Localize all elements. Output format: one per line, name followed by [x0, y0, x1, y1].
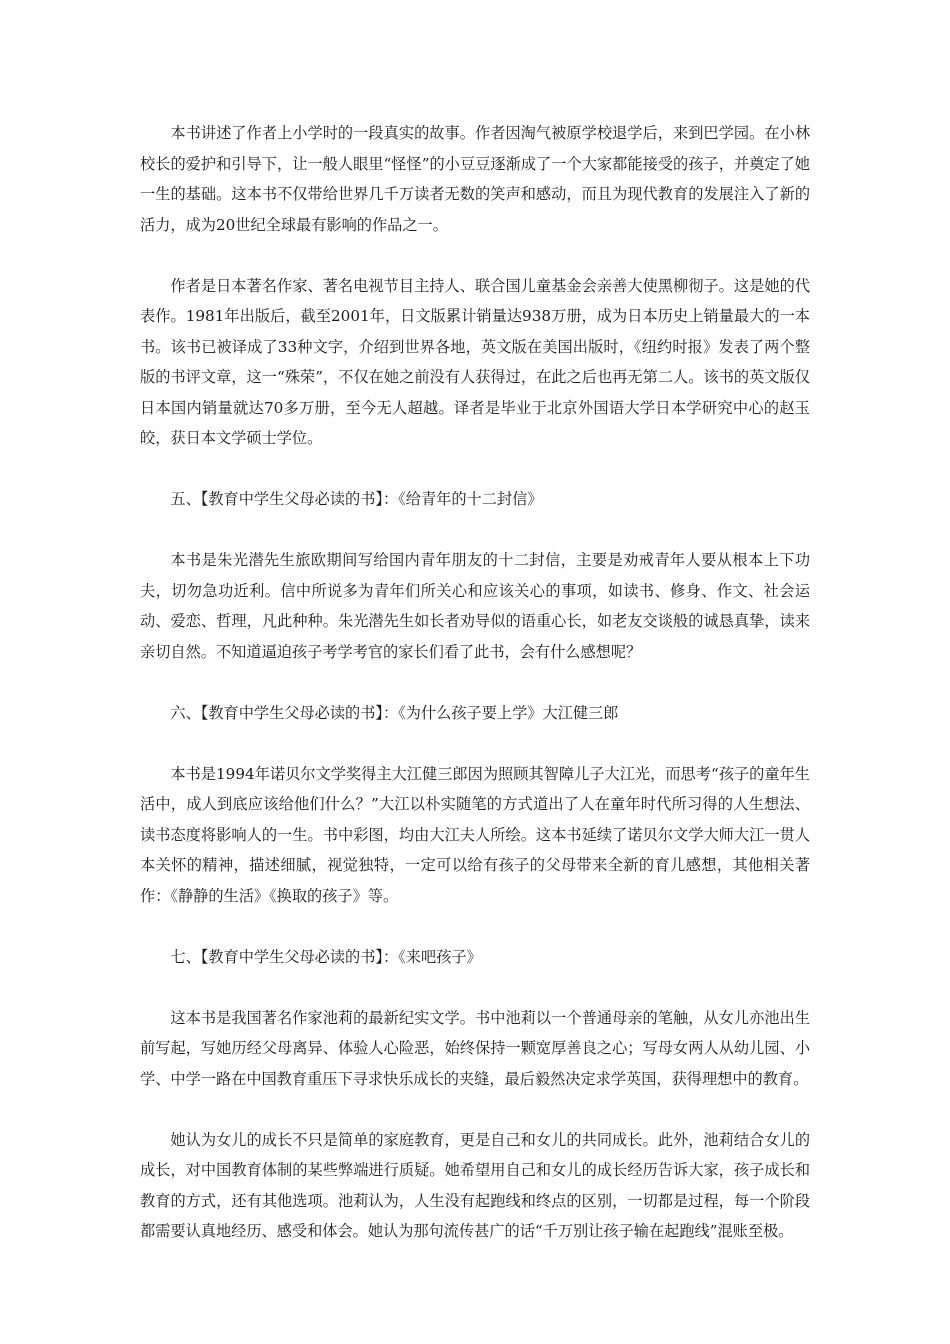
section-heading-six: 六、【教育中学生父母必读的书】：《为什么孩子要上学》大江健三郎	[170, 703, 619, 722]
paragraph-book-story: 本书讲述了作者上小学时的一段真实的故事。作者因淘气被原学校退学后，来到巴学园。在小林校长的爱护和引导下，让一般人眼里“怪怪”的小豆豆逐渐成了一个大家都能接受的孩子，并奠定了她一生的基础。这本书不仅带给世界几千万读者无数的笑声和感动，而且为现代教育的发展注入了新的活力，成为20世纪全球最有影响的作品之一。	[140, 124, 810, 234]
section-heading-seven: 七、【教育中学生父母必读的书】：《来吧孩子》	[170, 947, 482, 966]
paragraph-author-info: 作者是日本著名作家、著名电视节目主持人、联合国儿童基金会亲善大使黑柳彻子。这是她的代表作。1981年出版后，截至2001年，日文版累计销量达938万册，成为日本历史上销量最大的一本书。该书已被译成了33种文字，介绍到世界各地，英文版在美国出版时，《纽约时报》发表了两个整版的书评文章，这一“殊荣”，不仅在她之前没有人获得过，在此之后也再无第二人。该书的英文版仅日本国内销量就达70多万册，至今无人超越。译者是毕业于北京外国语大学日本学研究中心的赵玉皎，获日本文学硕士学位。	[140, 276, 810, 447]
paragraph-chi-li-book: 这本书是我国著名作家池莉的最新纪实文学。书中池莉以一个普通母亲的笔触，从女儿亦池出生前写起，写她历经父母离异、体验人心险恶，始终保持一颗宽厚善良之心；写母女两人从幼儿园、小学、中学一路在中国教育重压下寻求快乐成长的夹缝，最后毅然决定求学英国，获得理想中的教育。	[140, 1008, 810, 1088]
section-heading-five: 五、【教育中学生父母必读的书】：《给青年的十二封信》	[170, 490, 543, 508]
paragraph-oe-kenzaburo: 本书是1994年诺贝尔文学奖得主大江健三郎因为照顾其智障儿子大江光，而思考“孩子的童年生活中，成人到底应该给他们什么？”大江以朴实随笔的方式道出了人在童年时代所习得的人生想法、读书态度将影响人的一生。书中彩图，均由大江夫人所绘。这本书延续了诺贝尔文学大师大江一贯人本关怀的精神，描述细腻，视觉独特，一定可以给有孩子的父母带来全新的育儿感想，其他相关著作：《静静的生活》《换取的孩子》等。	[140, 764, 810, 905]
document-body	[140, 118, 810, 1277]
paragraph-chi-li-views: 她认为女儿的成长不只是简单的家庭教育，更是自己和女儿的共同成长。此外，池莉结合女儿的成长，对中国教育体制的某些弊端进行质疑。她希望用自己和女儿的成长经历告诉大家，孩子成长和教育的方式，还有其他选项。池莉认为，人生没有起跑线和终点的区别，一切都是过程，每一个阶段都需要认真地经历、感受和体会。她认为那句流传甚广的话“千万别让孩子输在起跑线”混账至极。	[140, 1130, 810, 1240]
paragraph-twelve-letters: 本书是朱光潜先生旅欧期间写给国内青年朋友的十二封信，主要是劝戒青年人要从根本上下功夫，切勿急功近利。信中所说多为青年们所关心和应该关心的事项，如读书、修身、作文、社会运动、爱恋、哲理，凡此种种。朱光潜先生如长者劝导似的语重心长，如老友交谈般的诚恳真挚，读来亲切自然。不知道逼迫孩子考学考官的家长们看了此书，会有什么感想呢？	[140, 551, 810, 661]
